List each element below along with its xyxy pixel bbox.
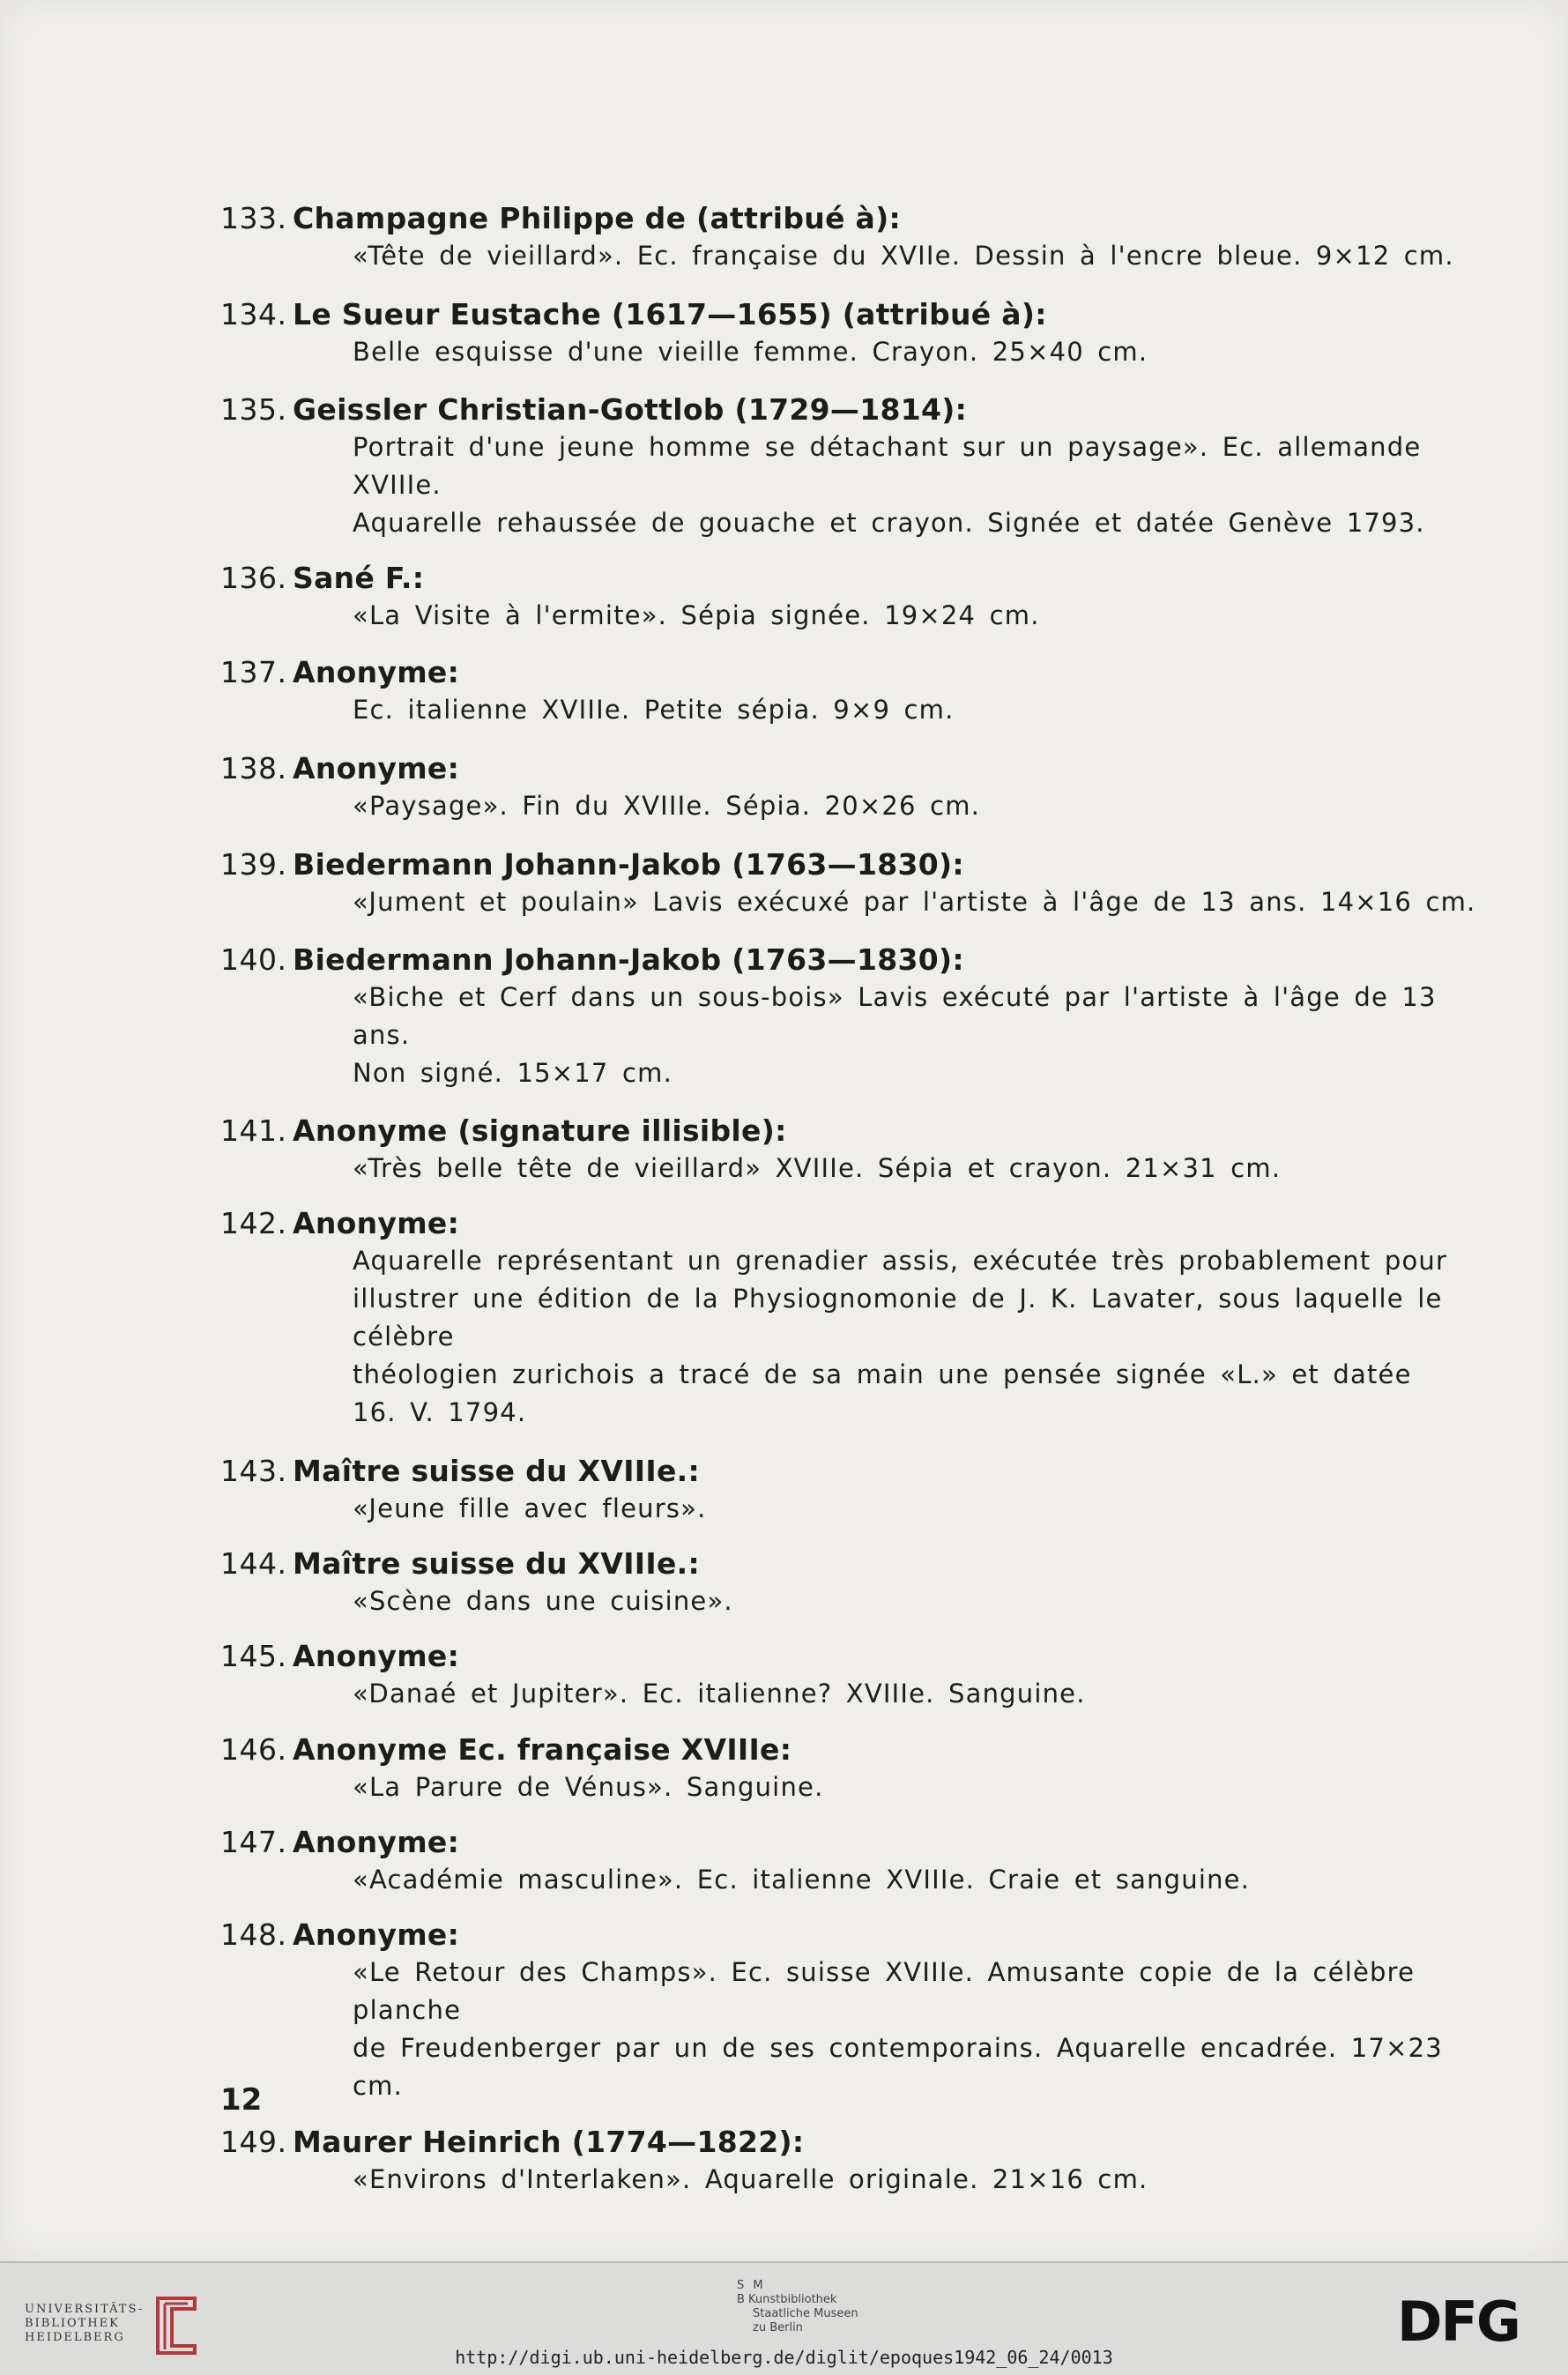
- catalog-entry: [220, 1205, 1481, 1432]
- entry-header: [220, 1824, 1481, 1861]
- entry-heading: Anonyme:: [293, 1917, 460, 1952]
- catalog-entry: [220, 296, 1481, 371]
- catalog-entry: [220, 2124, 1481, 2199]
- catalog-entry: [220, 560, 1481, 635]
- catalog-entry: [220, 1113, 1481, 1188]
- catalog-entry: [220, 200, 1481, 275]
- entry-description: [353, 2161, 1481, 2199]
- entry-heading: Le Sueur Eustache (1617—1655) (attribué à):: [293, 297, 1047, 331]
- entry-number: 147.: [220, 1825, 287, 1859]
- page-number: 12: [220, 2082, 263, 2118]
- entry-header: [220, 1731, 1481, 1768]
- entry-description: [353, 1150, 1481, 1188]
- description-line: «Très belle tête de vieillard» XVIIIe. Sépia et crayon. 21×31 cm.: [353, 1153, 1282, 1183]
- kunstbibliothek-logo: S M B Kunstbibliothek Staatliche Museen zu Berlin: [737, 2279, 858, 2334]
- catalog-entry: [220, 654, 1481, 729]
- description-line: «Scène dans une cuisine».: [353, 1586, 733, 1616]
- entry-description: [353, 691, 1481, 729]
- catalog-entry: [220, 1731, 1481, 1806]
- entry-description: [353, 1861, 1481, 1899]
- entry-header: [220, 391, 1481, 428]
- entry-header: [220, 1113, 1481, 1150]
- entry-number: 143.: [220, 1454, 287, 1488]
- entry-description: [353, 428, 1481, 542]
- entry-header: [220, 2124, 1481, 2161]
- entry-header: [220, 200, 1481, 237]
- digitization-footer: [0, 2261, 1568, 2375]
- catalog-entries: [220, 182, 1481, 2199]
- catalog-entry: [220, 846, 1481, 921]
- description-line: Portrait d'une jeune homme se détachant sur un paysage». Ec. allemande XVIIIe.: [353, 432, 1422, 500]
- description-line: Aquarelle rehaussée de gouache et crayon. Signée et datée Genève 1793.: [353, 508, 1425, 538]
- entry-heading: Anonyme:: [293, 1206, 460, 1240]
- entry-header: [220, 1638, 1481, 1675]
- catalog-entry: [220, 1917, 1481, 2105]
- entry-number: 133.: [220, 201, 287, 235]
- description-line: «Jument et poulain» Lavis exécuxé par l'artiste à l'âge de 13 ans. 14×16 cm.: [353, 887, 1476, 917]
- entry-description: [353, 1490, 1481, 1528]
- catalog-entry: [220, 1545, 1481, 1620]
- entry-heading: Anonyme:: [293, 751, 460, 785]
- description-line: illustrer une édition de la Physiognomonie de J. K. Lavater, sous laquelle le célèbre: [353, 1284, 1443, 1351]
- entry-header: [220, 1205, 1481, 1242]
- entry-heading: Anonyme (signature illisible):: [293, 1113, 787, 1148]
- entry-number: 138.: [220, 751, 287, 785]
- entry-heading: Biedermann Johann-Jakob (1763—1830):: [293, 942, 964, 977]
- entry-description: [353, 1675, 1481, 1713]
- catalog-entry: [220, 1638, 1481, 1713]
- source-url[interactable]: http://digi.ub.uni-heidelberg.de/diglit/epoques1942_06_24/0013: [455, 2347, 1113, 2368]
- description-line: théologien zurichois a tracé de sa main une pensée signée «L.» et datée: [353, 1359, 1412, 1389]
- entry-number: 142.: [220, 1206, 287, 1240]
- entry-number: 145.: [220, 1639, 287, 1673]
- catalog-entry: [220, 942, 1481, 1092]
- entry-heading: Maurer Heinrich (1774—1822):: [293, 2125, 805, 2159]
- description-line: «Biche et Cerf dans un sous-bois» Lavis exécuté par l'artiste à l'âge de 13 ans.: [353, 982, 1437, 1050]
- entry-description: [353, 787, 1481, 825]
- entry-header: [220, 654, 1481, 691]
- entry-heading: Biedermann Johann-Jakob (1763—1830):: [293, 847, 964, 882]
- entry-header: [220, 1453, 1481, 1490]
- entry-number: 144.: [220, 1546, 287, 1581]
- entry-description: [353, 979, 1481, 1092]
- description-line: de Freudenberger par un de ses contemporains. Aquarelle encadrée. 17×23 cm.: [353, 2033, 1443, 2101]
- entry-description: [353, 333, 1481, 371]
- entry-number: 137.: [220, 655, 287, 689]
- description-line: «Paysage». Fin du XVIIIe. Sépia. 20×26 cm.: [353, 791, 981, 821]
- entry-header: [220, 560, 1481, 597]
- catalog-entry: [220, 1824, 1481, 1899]
- entry-description: [353, 1242, 1481, 1432]
- description-line: Aquarelle représentant un grenadier assis, exécutée très probablement pour: [353, 1246, 1448, 1276]
- description-line: «Danaé et Jupiter». Ec. italienne? XVIIIe. Sanguine.: [353, 1679, 1086, 1709]
- entry-header: [220, 942, 1481, 979]
- entry-description: [353, 883, 1481, 921]
- entry-number: 139.: [220, 847, 287, 882]
- description-line: «Environs d'Interlaken». Aquarelle originale. 21×16 cm.: [353, 2164, 1148, 2194]
- entry-description: [353, 1582, 1481, 1620]
- entry-number: 141.: [220, 1113, 287, 1148]
- catalog-entry: [220, 750, 1481, 825]
- university-library-name: UNIVERSITÄTS- BIBLIOTHEK HEIDELBERG: [25, 2303, 145, 2344]
- entry-heading: Anonyme:: [293, 655, 460, 689]
- entry-header: [220, 750, 1481, 787]
- entry-description: [353, 237, 1481, 275]
- entry-number: 148.: [220, 1917, 287, 1952]
- entry-header: [220, 846, 1481, 883]
- description-line: Belle esquisse d'une vieille femme. Crayon. 25×40 cm.: [353, 337, 1148, 367]
- dfg-logo: DFG: [1397, 2289, 1520, 2354]
- description-line: «Jeune fille avec fleurs».: [353, 1493, 707, 1523]
- entry-number: 149.: [220, 2125, 287, 2159]
- entry-description: [353, 597, 1481, 635]
- catalog-entry: [220, 1453, 1481, 1528]
- description-line: Ec. italienne XVIIIe. Petite sépia. 9×9 cm.: [353, 695, 955, 725]
- description-line: «Tête de vieillard». Ec. française du XVIIe. Dessin à l'encre bleue. 9×12 cm.: [353, 241, 1454, 271]
- description-line: «La Parure de Vénus». Sanguine.: [353, 1772, 824, 1802]
- entry-description: [353, 1768, 1481, 1806]
- description-line: «Le Retour des Champs». Ec. suisse XVIIIe. Amusante copie de la célèbre planche: [353, 1957, 1416, 2025]
- entry-number: 134.: [220, 297, 287, 331]
- entry-heading: Maître suisse du XVIIIe.:: [293, 1546, 700, 1581]
- description-line: 16. V. 1794.: [353, 1397, 527, 1427]
- entry-heading: Champagne Philippe de (attribué à):: [293, 201, 901, 235]
- entry-description: [353, 1954, 1481, 2105]
- entry-number: 135.: [220, 392, 287, 427]
- entry-number: 140.: [220, 942, 287, 977]
- entry-heading: Anonyme:: [293, 1825, 460, 1859]
- entry-heading: Geissler Christian-Gottlob (1729—1814):: [293, 392, 968, 427]
- entry-number: 146.: [220, 1732, 287, 1767]
- description-line: Non signé. 15×17 cm.: [353, 1058, 673, 1088]
- entry-heading: Anonyme:: [293, 1639, 460, 1673]
- description-line: «Académie masculine». Ec. italienne XVIIIe. Craie et sanguine.: [353, 1865, 1251, 1895]
- catalog-entry: [220, 391, 1481, 542]
- entry-heading: Sané F.:: [293, 561, 425, 595]
- entry-header: [220, 1917, 1481, 1954]
- entry-header: [220, 296, 1481, 333]
- entry-heading: Anonyme Ec. française XVIIIe:: [293, 1732, 792, 1767]
- entry-header: [220, 1545, 1481, 1582]
- entry-heading: Maître suisse du XVIIIe.:: [293, 1454, 700, 1488]
- description-line: «La Visite à l'ermite». Sépia signée. 19×24 cm.: [353, 600, 1040, 630]
- entry-number: 136.: [220, 561, 287, 595]
